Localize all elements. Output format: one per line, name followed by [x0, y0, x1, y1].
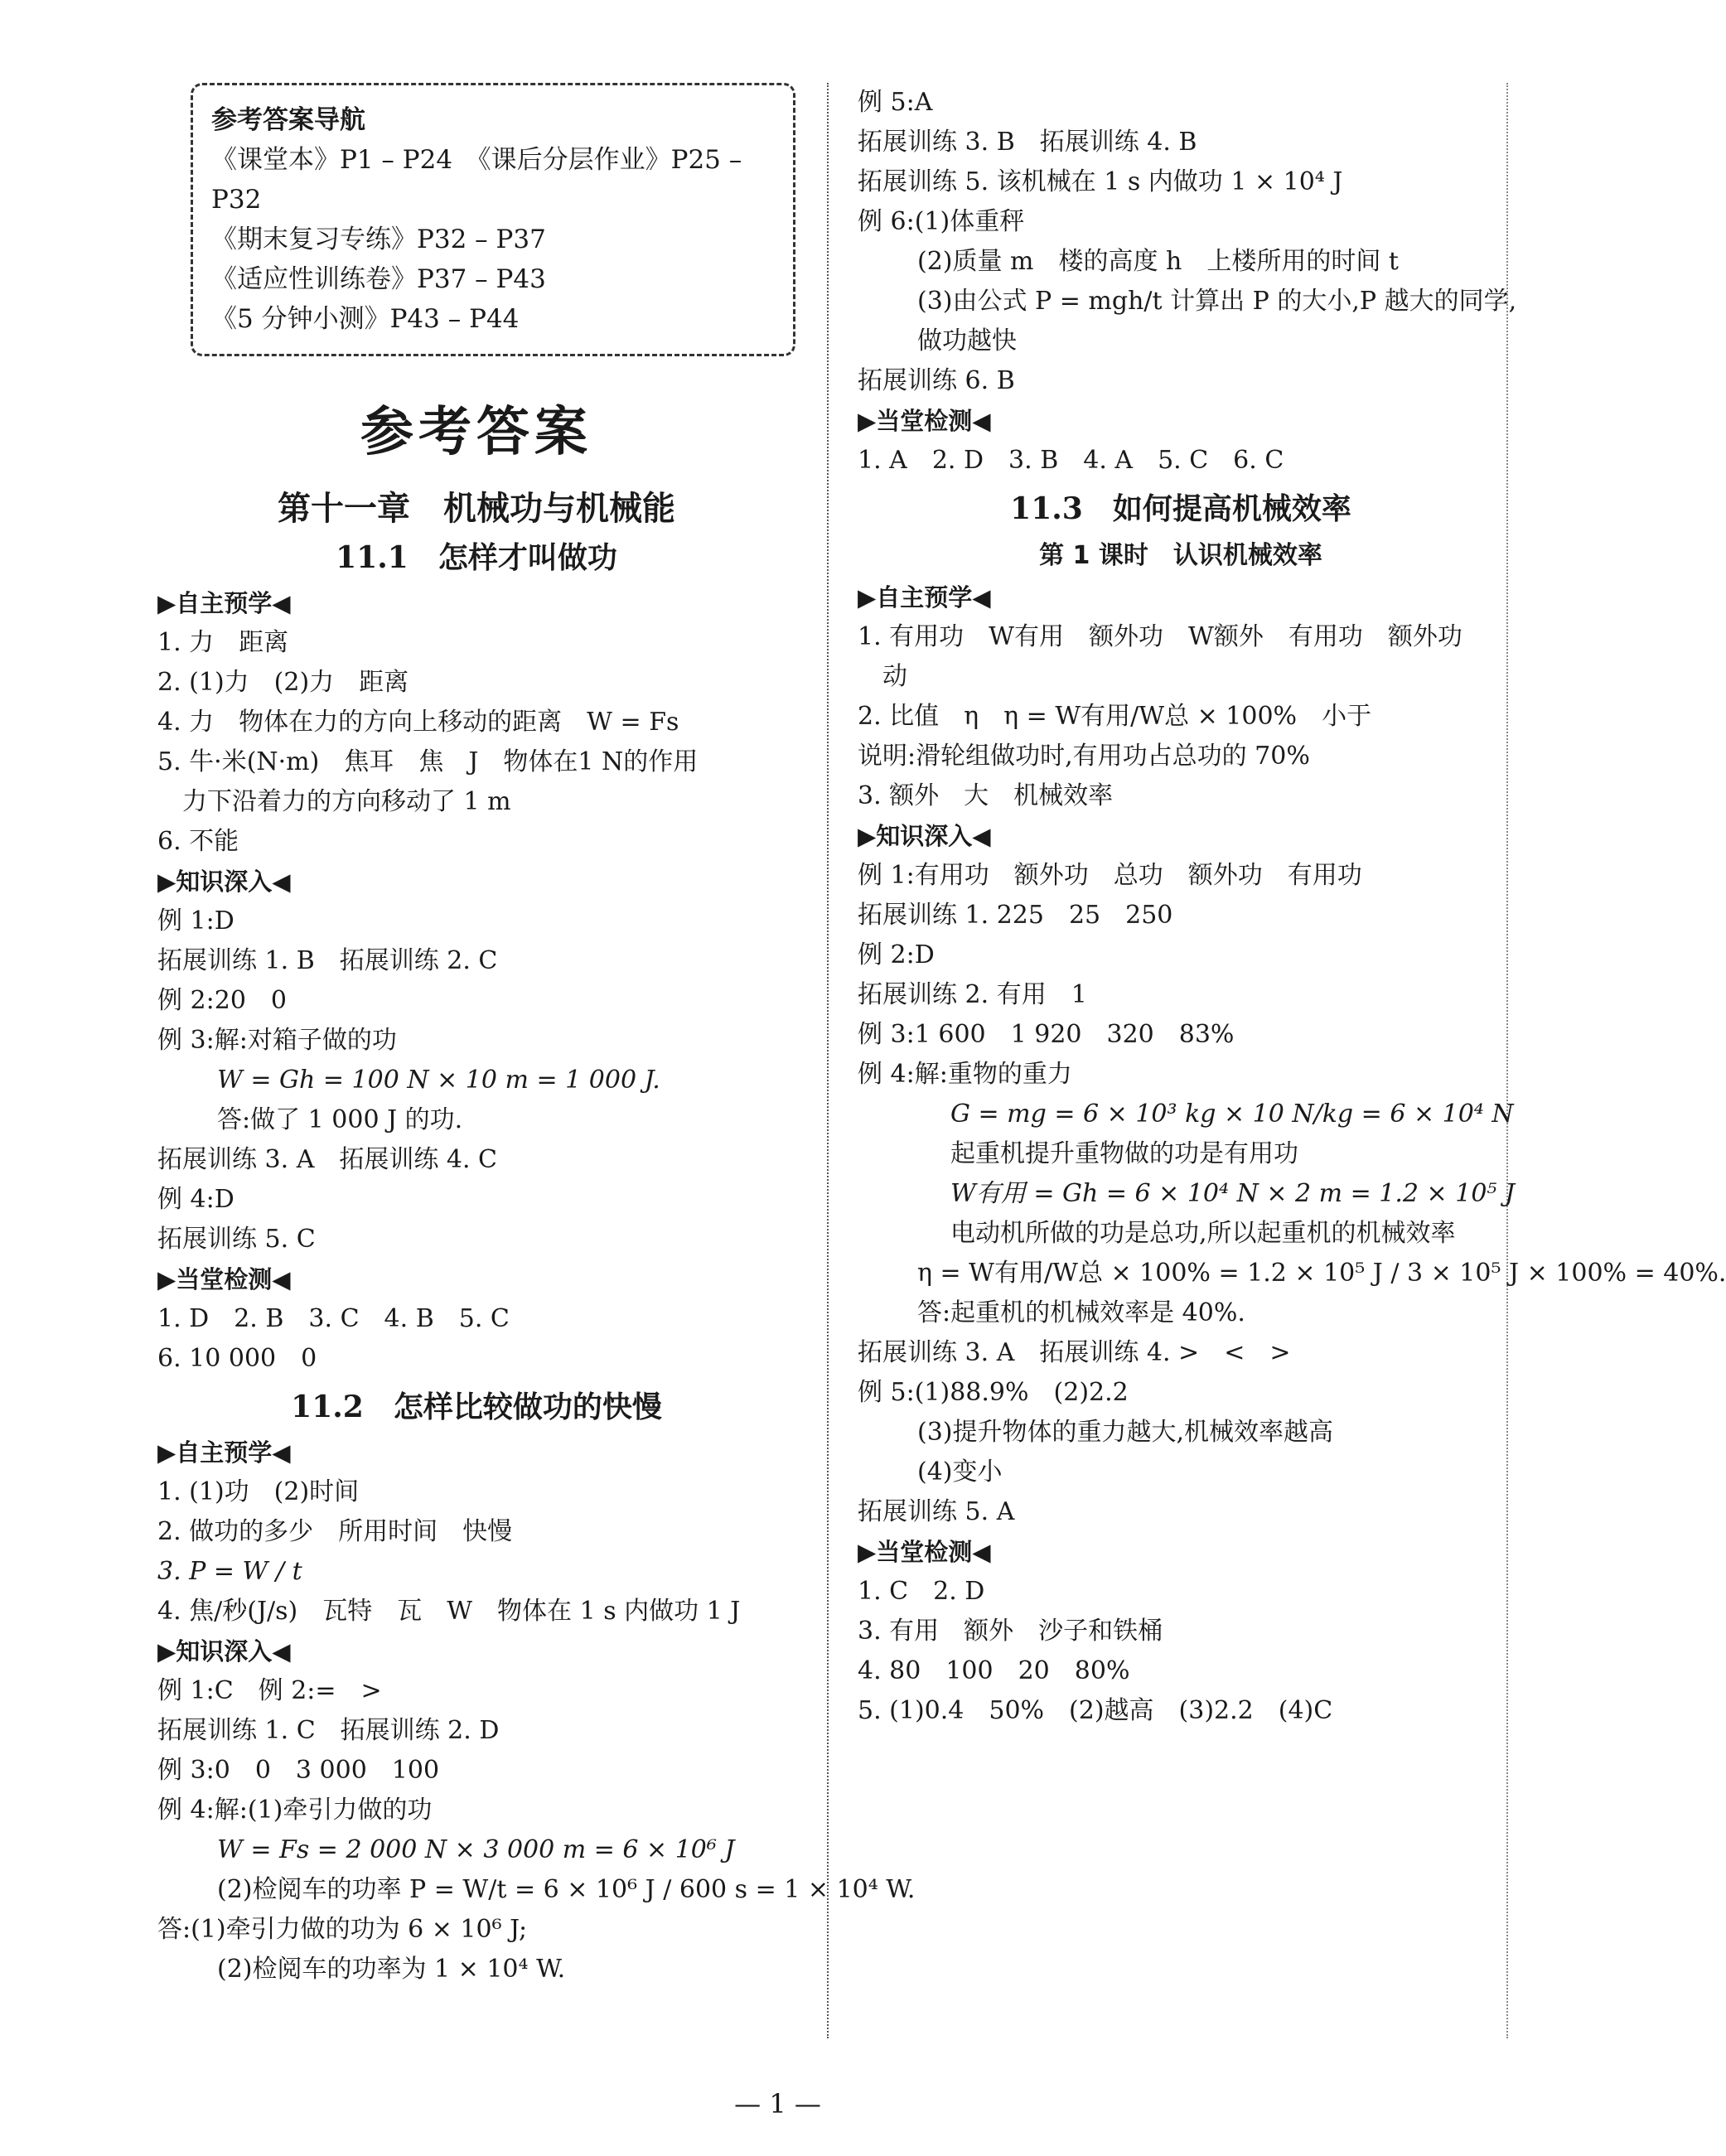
answer-line: 2. 比值 η η = W有用/W总 × 100% 小于 [858, 702, 1372, 731]
answer-line: 例 4:D [157, 1185, 234, 1214]
answer-line: 拓展训练 5. 该机械在 1 s 内做功 1 × 10⁴ J [858, 167, 1343, 196]
subhead: ▶当堂检测◀ [858, 407, 991, 435]
answer-line: 6. 10 000 0 [157, 1344, 317, 1373]
nav-line: 《期末复习专练》P32 – P37 [211, 225, 546, 254]
answer-line: 起重机提升重物做的功是有用功 [950, 1139, 1298, 1168]
answer-line: 拓展训练 5. A [858, 1497, 1015, 1526]
formula-line: 3. P = W / t [157, 1557, 302, 1586]
subhead: ▶自主预学◀ [157, 589, 291, 617]
formula-line: W有用 = Gh = 6 × 10⁴ N × 2 m = 1.2 × 10⁵ J [950, 1179, 1515, 1208]
answer-line: 3. 额外 大 机械效率 [858, 781, 1114, 810]
answer-line: 1. C 2. D [858, 1577, 985, 1606]
answer-line: 拓展训练 2. 有用 1 [858, 980, 1087, 1009]
answer-line: 6. 不能 [157, 827, 239, 856]
answer-line: 例 4:解:重物的重力 [858, 1060, 1072, 1089]
section-title: 11.2 怎样比较做功的快慢 [291, 1390, 662, 1424]
answer-line: 5. 牛·米(N·m) 焦耳 焦 J 物体在1 N的作用 [157, 747, 699, 776]
column-divider [827, 83, 829, 2038]
answer-line: 例 2:D [858, 940, 935, 969]
answer-line: 4. 焦/秒(J/s) 瓦特 瓦 W 物体在 1 s 内做功 1 J [157, 1597, 741, 1626]
subhead: ▶知识深入◀ [858, 822, 991, 850]
page-title: 参考答案 [360, 401, 592, 463]
lesson-title: 第 1 课时 认识机械效率 [1039, 541, 1322, 570]
nav-line: 《适应性训练卷》P37 – P43 [211, 264, 546, 294]
answer-line: 拓展训练 5. C [157, 1225, 316, 1254]
section-title: 11.1 怎样才叫做功 [336, 540, 617, 575]
page-number: — 1 — [734, 2088, 821, 2120]
formula-line: W = Fs = 2 000 N × 3 000 m = 6 × 10⁶ J [217, 1835, 735, 1864]
subhead: ▶知识深入◀ [157, 1637, 291, 1665]
answer-line: 1. 力 距离 [157, 628, 289, 657]
answer-line: 拓展训练 3. A 拓展训练 4. C [157, 1145, 498, 1174]
answer-line: 答:做了 1 000 J 的功. [217, 1105, 463, 1134]
answer-line: 3. 有用 额外 沙子和铁桶 [858, 1617, 1163, 1646]
answer-line: 1. A 2. D 3. B 4. A 5. C 6. C [858, 446, 1284, 475]
chapter-title: 第十一章 机械功与机械能 [278, 489, 675, 528]
answer-line: 说明:滑轮组做功时,有用功占总功的 70% [858, 742, 1310, 771]
answer-line: 例 1:有用功 额外功 总功 额外功 有用功 [858, 861, 1362, 890]
answer-line: 拓展训练 1. 225 25 250 [858, 901, 1173, 930]
answer-line: 例 5:(1)88.9% (2)2.2 [858, 1378, 1129, 1407]
answer-line: 例 6:(1)体重秤 [858, 207, 1025, 236]
answer-line: 例 3:1 600 1 920 320 83% [858, 1020, 1235, 1049]
right-column [858, 83, 1726, 1731]
answer-line: 5. (1)0.4 50% (2)越高 (3)2.2 (4)C [858, 1696, 1333, 1725]
answer-line: 4. 80 100 20 80% [858, 1656, 1130, 1685]
formula-line: η = W有用/W总 × 100% = 1.2 × 10⁵ J / 3 × 10⁵ J × 100% = 40%. [917, 1259, 1726, 1288]
answer-line: 拓展训练 1. B 拓展训练 2. C [157, 946, 498, 975]
answer-navigation-box [191, 83, 795, 356]
answer-line: 拓展训练 1. C 拓展训练 2. D [157, 1716, 500, 1745]
answer-line: 4. 力 物体在力的方向上移动的距离 W = Fs [157, 708, 679, 737]
answer-line: 例 1:C 例 2:= > [157, 1676, 382, 1705]
answer-line: 1. (1)功 (2)时间 [157, 1477, 360, 1506]
answer-line: 2. (1)力 (2)力 距离 [157, 668, 409, 697]
nav-line: 《5 分钟小测》P43 – P44 [211, 304, 520, 334]
nav-line: 《课堂本》P1 – P24 《课后分层作业》P25 – P32 [211, 145, 742, 215]
answer-line: 例 3:0 0 3 000 100 [157, 1756, 440, 1785]
nav-title: 参考答案导航 [211, 105, 365, 135]
formula-line: W = Gh = 100 N × 10 m = 1 000 J. [217, 1066, 660, 1095]
subhead: ▶当堂检测◀ [157, 1265, 291, 1293]
formula-line: (2)检阅车的功率 P = W/t = 6 × 10⁶ J / 600 s = 1 × 10⁴ W. [217, 1875, 916, 1904]
answer-line: 例 2:20 0 [157, 986, 287, 1015]
answer-line: (3)提升物体的重力越大,机械效率越高 [917, 1418, 1334, 1447]
answer-line: 例 1:D [157, 906, 234, 935]
answer-line: 动 [882, 662, 907, 691]
answer-line: 例 3:解:对箱子做的功 [157, 1026, 397, 1055]
formula-line: G = mg = 6 × 10³ kg × 10 N/kg = 6 × 10⁴ N [950, 1100, 1514, 1129]
answer-line: (3)由公式 P = mgh/t 计算出 P 的大小,P 越大的同学, [917, 287, 1517, 316]
answer-line: 例 5:A [858, 88, 933, 117]
answer-line: 电动机所做的功是总功,所以起重机的机械效率 [950, 1219, 1456, 1248]
answer-line: 例 4:解:(1)牵引力做的功 [157, 1796, 433, 1825]
answer-line: 拓展训练 3. A 拓展训练 4. > < > [858, 1338, 1291, 1367]
subhead: ▶知识深入◀ [157, 868, 291, 896]
answer-line: (2)检阅车的功率为 1 × 10⁴ W. [217, 1955, 566, 1984]
answer-line: (2)质量 m 楼的高度 h 上楼所用的时间 t [917, 247, 1399, 276]
answer-line: 做功越快 [917, 326, 1017, 355]
answer-line: (4)变小 [917, 1457, 1003, 1486]
answer-line: 1. D 2. B 3. C 4. B 5. C [157, 1304, 510, 1333]
answer-line: 拓展训练 6. B [858, 366, 1015, 395]
answer-line: 拓展训练 3. B 拓展训练 4. B [858, 128, 1197, 157]
answer-line: 力下沿着力的方向移动了 1 m [182, 787, 511, 816]
subhead: ▶当堂检测◀ [858, 1538, 991, 1566]
subhead: ▶自主预学◀ [858, 583, 991, 612]
right-margin-rule [1506, 83, 1508, 2038]
answer-line: 2. 做功的多少 所用时间 快慢 [157, 1517, 513, 1546]
answer-line: 答:(1)牵引力做的功为 6 × 10⁶ J; [157, 1915, 528, 1944]
subhead: ▶自主预学◀ [157, 1438, 291, 1467]
answer-line: 答:起重机的机械效率是 40%. [917, 1298, 1245, 1327]
section-title: 11.3 如何提高机械效率 [1010, 491, 1351, 526]
answer-line: 1. 有用功 W有用 额外功 W额外 有用功 额外功 [858, 622, 1463, 651]
